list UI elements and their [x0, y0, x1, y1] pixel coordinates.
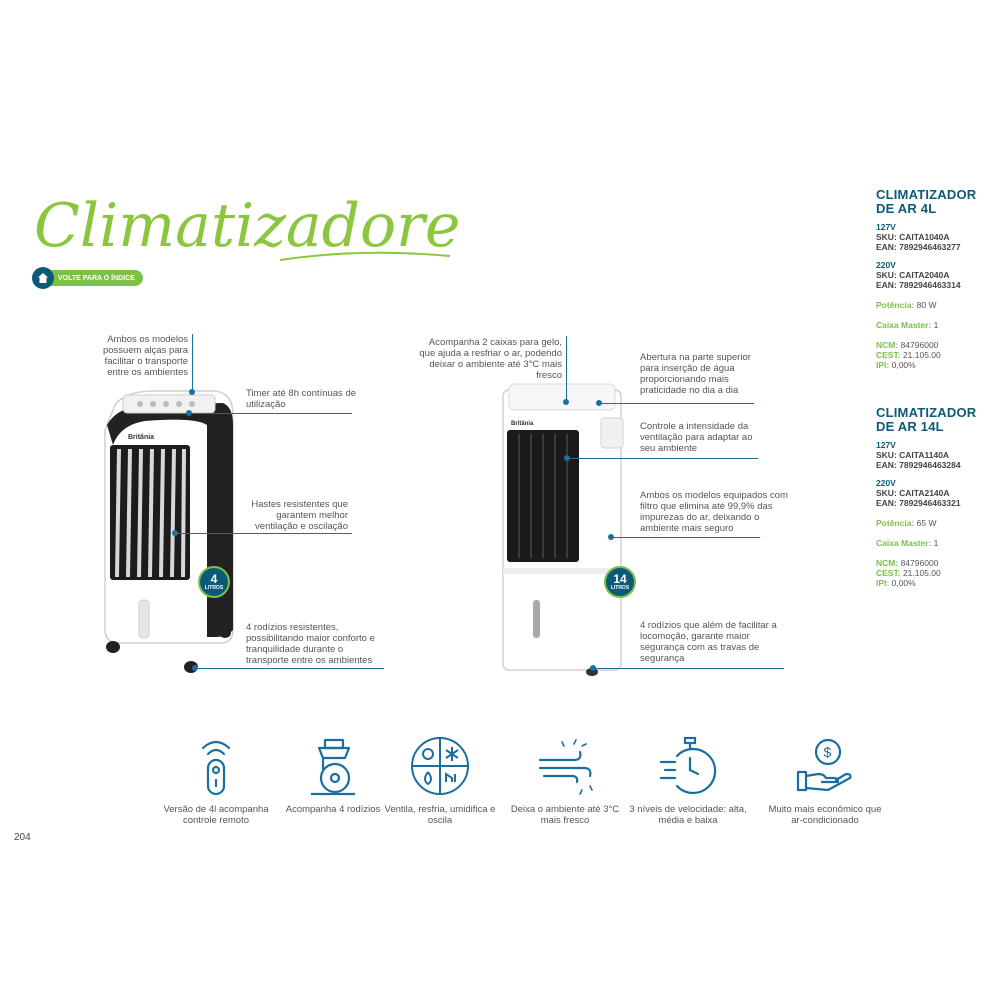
spec-ipi: IPI: 0,00%: [876, 360, 916, 370]
callout-opening-dot: [596, 400, 602, 406]
remote-control-icon: [156, 734, 276, 798]
callout-intensity-dot: [564, 455, 570, 461]
feature-modes: [380, 734, 500, 826]
callout-filter-line: [612, 537, 760, 538]
callout-opening-line: [600, 403, 754, 404]
savings-hand-icon: [765, 734, 885, 798]
back-to-index-button[interactable]: [32, 268, 150, 288]
callout-opening: Abertura na parte superior para inserção de água proporcionando mais praticidade no dia a dia: [640, 352, 751, 396]
speed-timer-icon: [628, 734, 748, 798]
spec-voltage-220: 220V: [876, 260, 896, 270]
page-title-text: Climatizadores: [34, 191, 460, 261]
callout-handles-dot: [189, 389, 195, 395]
callout-rods-dot: [172, 530, 178, 536]
spec-panel-4l: [876, 188, 994, 370]
callout-rods-line: [176, 533, 352, 534]
callout-wheels-14l-line: [594, 668, 784, 669]
back-to-index-label: VOLTE PARA O ÍNDICE: [44, 270, 143, 286]
feature-savings-label: Muito mais econômico que ar-condicionado: [768, 804, 882, 826]
spec-power: Potência: 80 W: [876, 300, 937, 310]
callout-rods: Hastes resistentes que garantem melhor ventilação e oscilação: [251, 499, 348, 532]
svg-text:$: $: [823, 744, 832, 760]
product-4l-image: [95, 385, 240, 675]
callout-wheels-14l-dot: [590, 665, 596, 671]
callout-intensity: Controle a intensidade da ventilação para adaptar ao seu ambiente: [640, 421, 753, 454]
page-number: 204: [14, 832, 31, 843]
spec-cest: CEST: 21.105.00: [876, 350, 941, 360]
fresh-air-icon: [505, 734, 625, 798]
feature-speed-label: 3 níveis de velocidade: alta, média e baixa: [629, 804, 747, 826]
callout-handles: Ambos os modelos possuem alças para facilitar o transporte entre os ambientes: [102, 334, 188, 378]
callout-timer: Timer até 8h contínuas de utilização: [246, 388, 357, 410]
callout-intensity-line: [568, 458, 758, 459]
spec-ean-220: EAN: 7892946463314: [876, 280, 961, 290]
svg-text:Britânia: Britânia: [511, 421, 534, 427]
callout-ice-dot: [563, 399, 569, 405]
feature-speed: [628, 734, 748, 826]
callout-wheels-4l-dot: [192, 665, 198, 671]
modes-icon: [380, 734, 500, 798]
capacity-4l-badge: 4 LITROS: [198, 566, 230, 598]
spec-ncm: NCM: 84796000: [876, 558, 939, 568]
spec-voltage-127: 127V: [876, 440, 896, 450]
svg-text:Britânia: Britânia: [128, 434, 155, 441]
spec-sku-220: SKU: CAITA2040A: [876, 270, 950, 280]
callout-filter-dot: [608, 534, 614, 540]
home-icon: [32, 267, 54, 289]
spec-voltage-127: 127V: [876, 222, 896, 232]
spec-cest: CEST: 21.105.00: [876, 568, 941, 578]
callout-timer-line: [190, 413, 352, 414]
callout-handles-line: [192, 334, 193, 392]
page-title: [30, 178, 460, 268]
spec-panel-14l: [876, 406, 994, 588]
spec-ncm: NCM: 84796000: [876, 340, 939, 350]
capacity-14l-badge: 14 LITROS: [604, 566, 636, 598]
feature-savings: [765, 734, 885, 826]
feature-fresh-air-label: Deixa o ambiente até 3°C mais fresco: [510, 804, 620, 826]
spec-ean-127: EAN: 7892946463284: [876, 460, 961, 470]
spec-sku-220: SKU: CAITA2140A: [876, 488, 950, 498]
callout-ice-line: [566, 336, 567, 402]
spec-master-box: Caixa Master: 1: [876, 538, 939, 548]
spec-ean-220: EAN: 7892946463321: [876, 498, 961, 508]
spec-sku-127: SKU: CAITA1040A: [876, 232, 950, 242]
spec-title-4l: CLIMATIZADOR DE AR 4L: [876, 187, 977, 216]
feature-wheels-label: Acompanha 4 rodízios: [285, 804, 381, 815]
spec-master-box: Caixa Master: 1: [876, 320, 939, 330]
spec-power: Potência: 65 W: [876, 518, 937, 528]
spec-ipi: IPI: 0,00%: [876, 578, 916, 588]
feature-fresh-air: [505, 734, 625, 826]
spec-ean-127: EAN: 7892946463277: [876, 242, 961, 252]
caster-wheel-icon: [273, 734, 393, 798]
feature-wheels: [273, 734, 393, 815]
spec-sku-127: SKU: CAITA1140A: [876, 450, 950, 460]
callout-filter: Ambos os modelos equipados com filtro que elimina até 99,9% das impurezas do ar, deixando o ambiente mais seguro: [640, 490, 788, 534]
product-14l-image: [495, 380, 635, 680]
callout-wheels-14l: 4 rodízios que além de facilitar a locomoção, garante maior segurança com as travas de segurança: [640, 620, 777, 664]
feature-modes-label: Ventila, resfria, umidifica e oscila: [384, 804, 496, 826]
callout-wheels-4l: 4 rodízios resistentes, possibilitando maior conforto e tranquilidade durante o transporte entre os ambientes: [246, 622, 375, 666]
spec-title-14l: CLIMATIZADOR DE AR 14L: [876, 405, 977, 434]
feature-remote: [156, 734, 276, 826]
callout-timer-dot: [186, 410, 192, 416]
feature-remote-label: Versão de 4l acompanha controle remoto: [163, 804, 269, 826]
spec-voltage-220: 220V: [876, 478, 896, 488]
callout-wheels-4l-line: [196, 668, 384, 669]
callout-ice: Acompanha 2 caixas para gelo, que ajuda a resfriar o ar, podendo deixar o ambiente até 3°C mais fresco: [419, 337, 562, 381]
